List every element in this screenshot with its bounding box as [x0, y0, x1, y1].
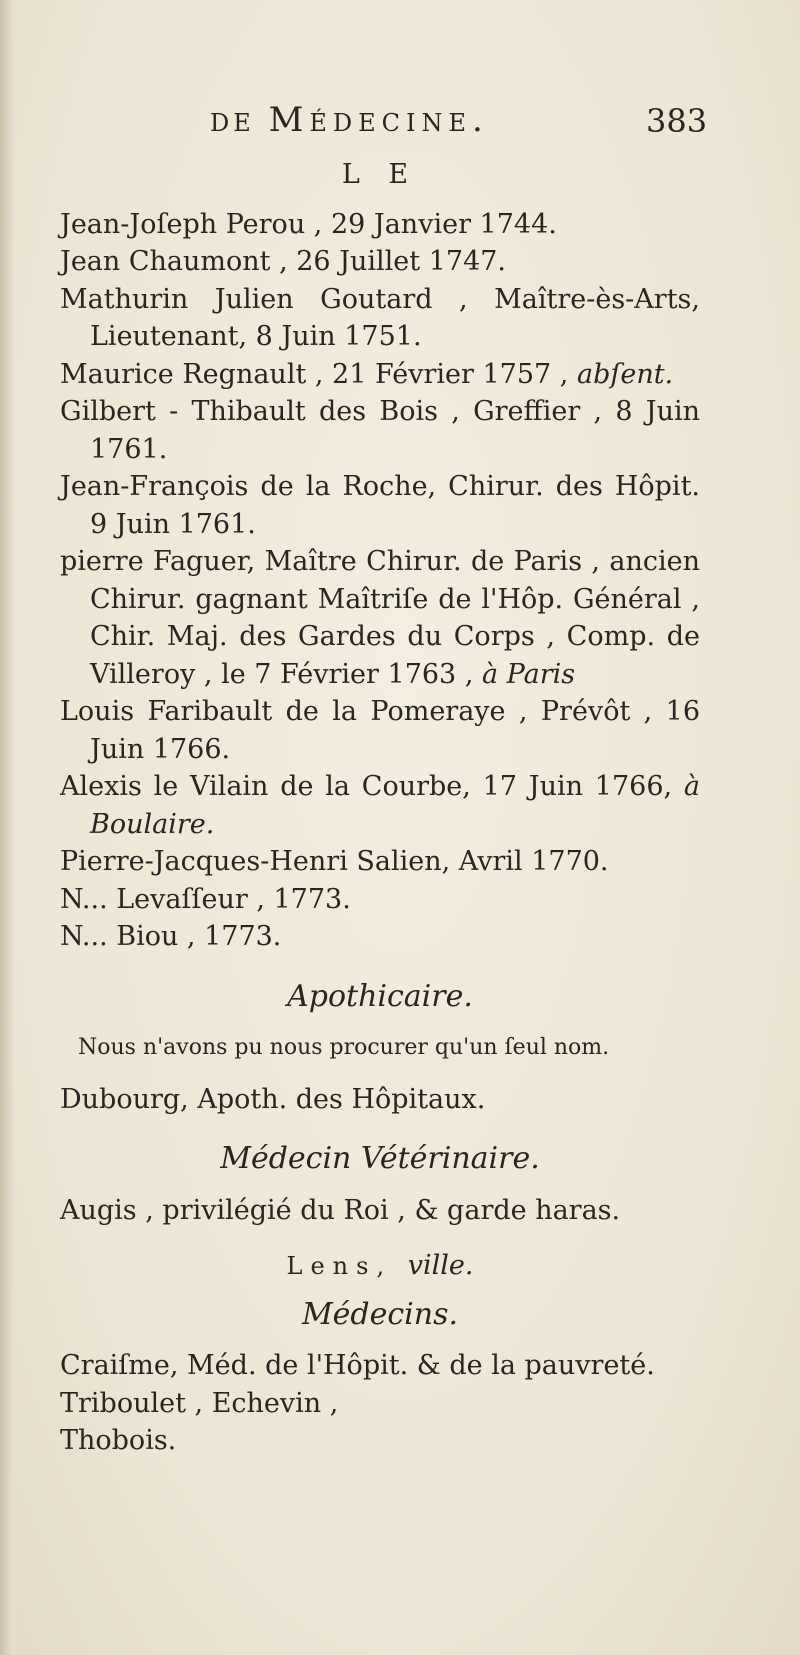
list-item: Augis , privilégié du Roi , & garde haras.: [60, 1194, 621, 1226]
list-item: Jean Chaumont , 26 Juillet 1747.: [60, 246, 507, 277]
section-heading-apothicaire: Apothicaire.: [287, 978, 473, 1014]
list-item: Gilbert - Thibault des Bois , Greffier , 8 Juin 1761.: [60, 396, 700, 465]
list-item: pierre Faguer, Maître Chirur. de Paris , ancien Chirur. gagnant Maîtriſe de l'Hôp. Général , Chir. Maj. des Gardes du Corps , Comp. de Villeroy , le 7 Février 1763 , à Paris: [60, 546, 700, 690]
lens-ville: ville.: [407, 1250, 474, 1281]
list-item: Jean-Joſeph Perou , 29 Janvier 1744.: [60, 208, 557, 240]
section-heading-veterinaire: Médecin Vétérinaire.: [220, 1141, 540, 1176]
running-head: [210, 100, 489, 140]
list-item: Maurice Regnault , 21 Février 1757 , abſent.: [60, 358, 674, 390]
running-head-de: DE: [210, 109, 255, 137]
list-item: N... Levaſſeur , 1773.: [60, 883, 351, 915]
page-gutter: [0, 0, 14, 1655]
running-head-title: Médecine.: [268, 100, 489, 140]
section-heading-medecins: Médecins.: [301, 1296, 459, 1332]
list-item: Alexis le Vilain de la Courbe, 17 Juin 1766, à Boulaire.: [60, 771, 700, 840]
section-heading-le: L E: [341, 159, 419, 190]
list-item: Mathurin Julien Goutard , Maître-ès-Arts, Lieutenant, 8 Juin 1751.: [60, 283, 700, 352]
page-header: [0, 100, 800, 150]
list-item: Dubourg, Apoth. des Hôpitaux.: [60, 1083, 486, 1115]
list-item: Triboulet , Echevin ,: [60, 1387, 339, 1419]
apothicaire-note: Nous n'avons pu nous procurer qu'un ſeul nom.: [78, 1035, 610, 1060]
section-heading-lens: [60, 1247, 700, 1286]
page-body: [60, 156, 700, 1460]
list-item: Craiſme, Méd. de l'Hôpit. & de la pauvreté.: [60, 1350, 655, 1381]
list-item: Jean-François de la Roche, Chirur. des Hôpit. 9 Juin 1761.: [60, 471, 700, 540]
page-number: 383: [646, 102, 708, 140]
list-item: Louis Faribault de la Pomeraye , Prévôt , 16 Juin 1766.: [60, 696, 700, 765]
list-item: N... Biou , 1773.: [60, 921, 282, 952]
list-item: Pierre-Jacques-Henri Salien, Avril 1770.: [60, 846, 609, 877]
list-item: Thobois.: [60, 1425, 177, 1456]
lens-town-name: Lens,: [286, 1252, 393, 1280]
